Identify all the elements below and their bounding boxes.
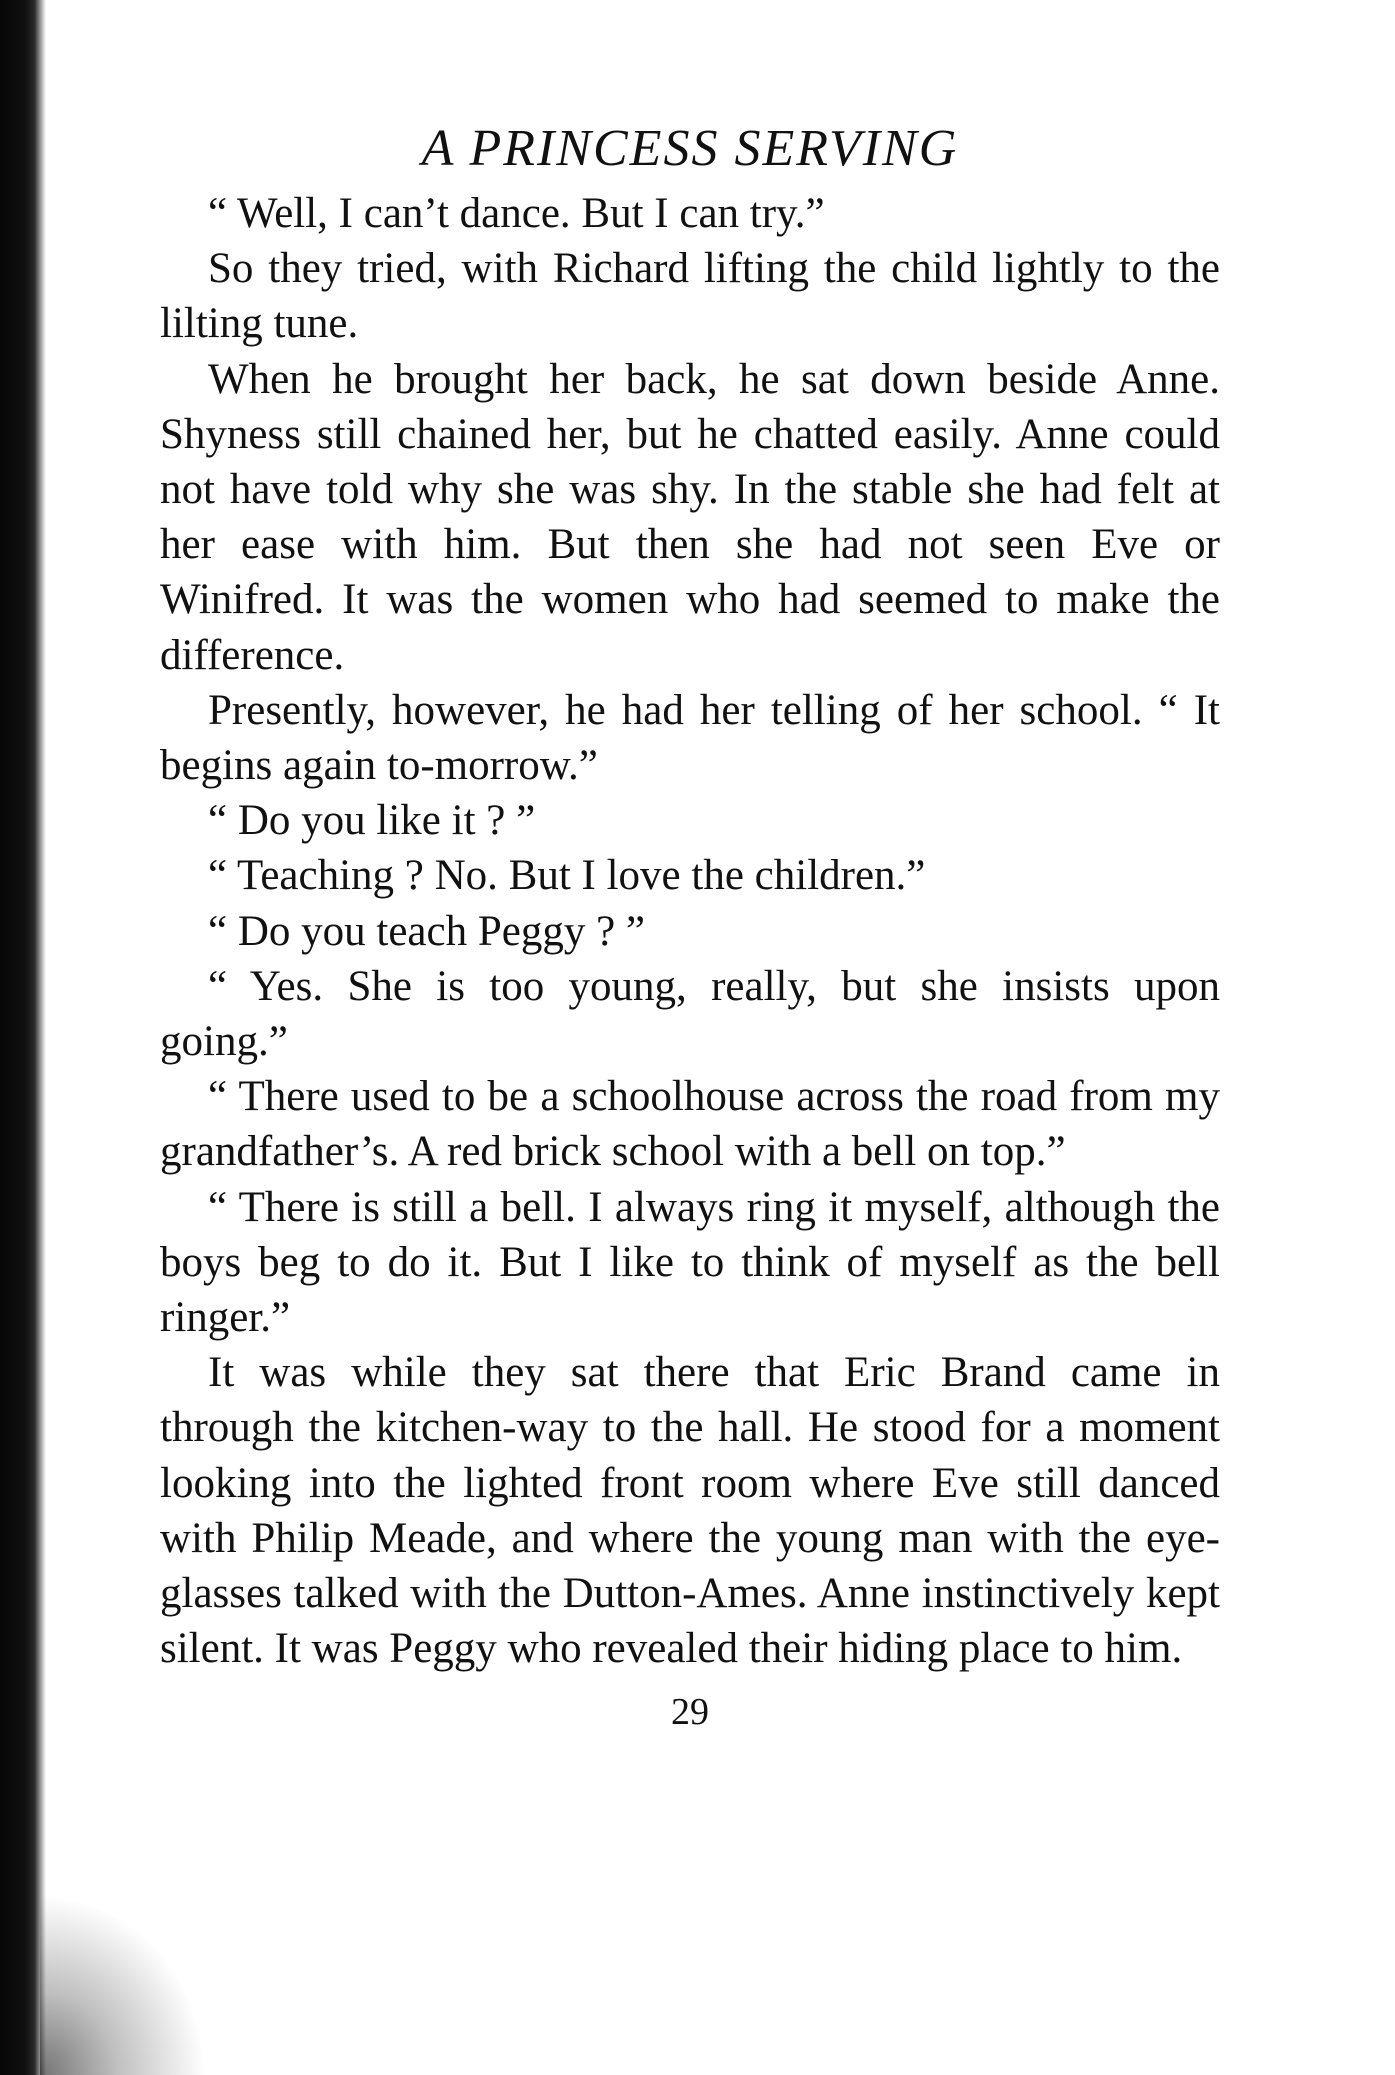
paragraph: It was while they sat there that Eric Brand came in through the kitchen-way to the hall. He stood for a moment looking into the lighted front room where Eve still danced with Philip Meade, and where the young man with the eye-glasses talked with the Dutton-Ames. Anne instinctively kept silent. It was Peggy who revealed their hiding place to him.	[160, 1349, 1220, 1673]
paragraph: “ Teaching ? No. But I love the children.”	[208, 852, 926, 900]
paragraph: “ There used to be a schoolhouse across the road from my grandfather’s. A red brick school with a bell on top.”	[160, 1073, 1220, 1176]
book-page	[160, 118, 1220, 1734]
paragraph: So they tried, with Richard lifting the child lightly to the lilting tune.	[160, 245, 1220, 348]
paragraph: When he brought her back, he sat down beside Anne. Shyness still chained her, but he chatted easily. Anne could not have told why she was shy. In the stable she had felt at her ease with him. But then she had not seen Eve or Winifred. It was the women who had seemed to make the difference.	[160, 355, 1220, 679]
paragraph: “ Yes. She is too young, really, but she insists upon going.”	[160, 962, 1220, 1066]
page-number: 29	[671, 1691, 709, 1734]
paragraph: Presently, however, he had her telling of her school. “ It begins again to-morrow.”	[160, 686, 1220, 790]
running-head: A PRINCESS SERVING	[421, 120, 959, 177]
paragraph: “ Do you like it ? ”	[208, 797, 536, 845]
paragraph: “ Well, I can’t dance. But I can try.”	[208, 190, 825, 237]
paragraph: “ Do you teach Peggy ? ”	[208, 907, 646, 955]
body-text	[160, 186, 1220, 1676]
binding-edge	[0, 0, 46, 2075]
binding-shadow	[40, 1880, 220, 2075]
paragraph: “ There is still a bell. I always ring it myself, although the boys beg to do it. But I like to think of myself as the bell ringer.”	[160, 1183, 1220, 1342]
